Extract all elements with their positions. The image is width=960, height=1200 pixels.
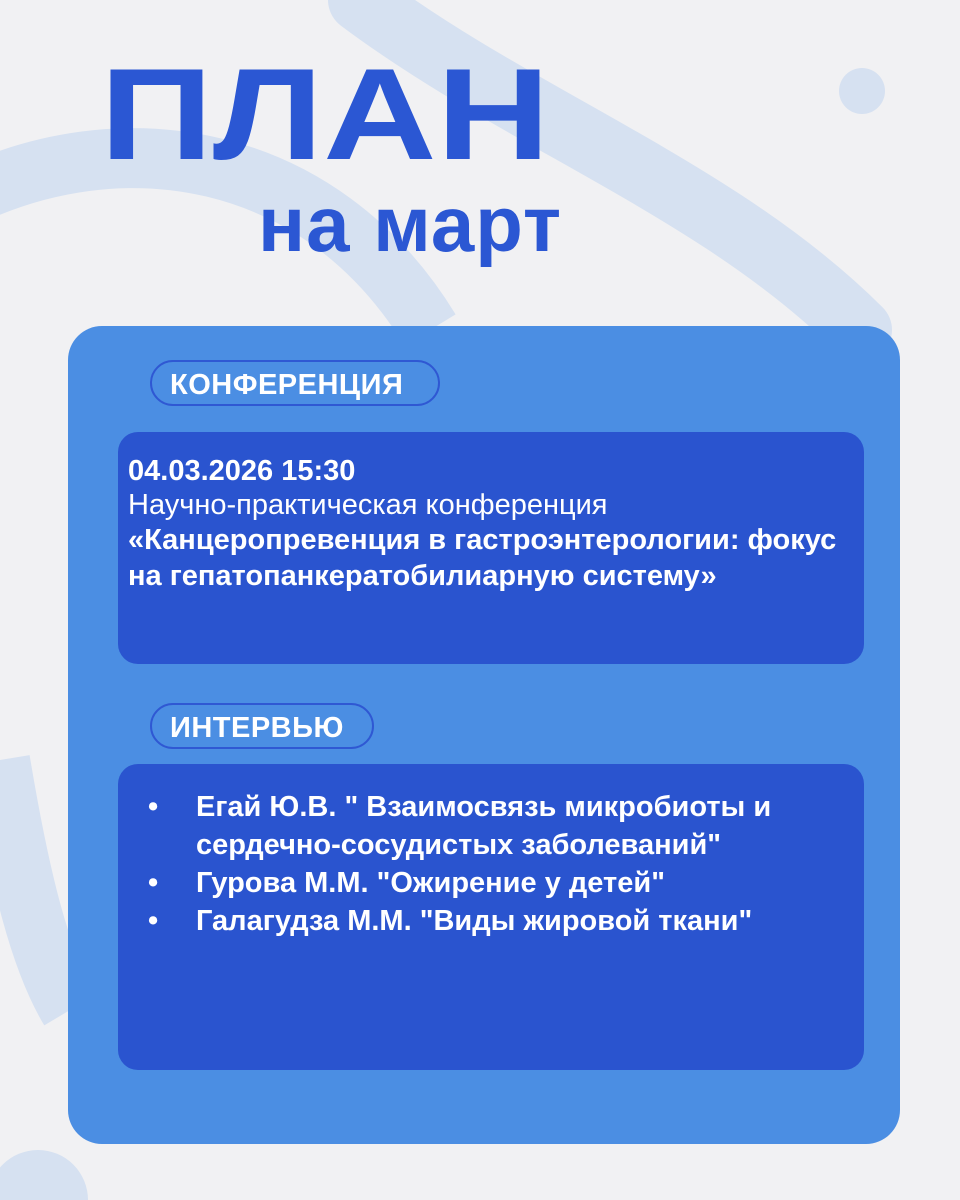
interview-item-text: Гурова М.М. "Ожирение у детей" bbox=[196, 867, 665, 899]
interview-item bbox=[132, 788, 850, 864]
bullet-icon: • bbox=[148, 791, 159, 823]
interview-list bbox=[132, 788, 850, 940]
page-title-text: ПЛАН bbox=[100, 62, 550, 172]
page-subtitle: на март bbox=[258, 180, 563, 268]
bullet-icon: • bbox=[148, 905, 159, 937]
conference-panel bbox=[118, 432, 864, 664]
bullet-icon: • bbox=[148, 867, 159, 899]
decor-half-circle-bottom bbox=[0, 1150, 88, 1200]
interview-item-text: Галагудза М.М. "Виды жировой ткани" bbox=[196, 905, 753, 937]
conference-title: «Канцеропревенция в гастроэнтерологии: фокус на гепатопанкератобилиарную систему» bbox=[128, 524, 837, 592]
conference-section-label: КОНФЕРЕНЦИЯ bbox=[150, 360, 440, 406]
interview-item-text: Егай Ю.В. " Взаимосвязь микробиоты и сердечно-сосудистых заболеваний" bbox=[196, 791, 772, 861]
interview-item bbox=[132, 864, 850, 902]
plan-card bbox=[68, 326, 900, 1144]
decor-arc-lower bbox=[0, 760, 70, 1010]
interview-item bbox=[132, 902, 850, 940]
interview-section-label: ИНТЕРВЬЮ bbox=[150, 703, 374, 749]
page-title bbox=[100, 62, 660, 172]
conference-description: Научно-практическая конференция bbox=[128, 489, 608, 521]
interview-panel bbox=[118, 764, 864, 1070]
decor-dot-top-right bbox=[839, 68, 885, 114]
conference-datetime: 04.03.2026 15:30 bbox=[128, 455, 356, 487]
